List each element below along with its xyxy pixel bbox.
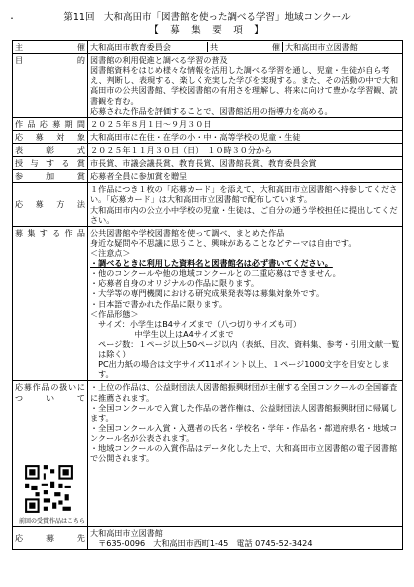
notes-heading: ＜注意点＞	[90, 247, 131, 258]
row-organizer	[13, 41, 403, 54]
period-value: ２０２５年８月１日～９月３０日	[88, 117, 403, 130]
works-intro: 公共図書館や学校図書館を使って調べ、まとめた作品	[90, 227, 285, 238]
guidelines-table	[12, 40, 403, 550]
page-title: 第11回 大和高田市「図書館を使った調べる学習」地域コンクール	[63, 12, 351, 23]
page-subtitle: 【 募 集 要 項 】	[149, 25, 265, 36]
label-handling: 応募作品の扱いについて	[15, 382, 85, 403]
works-intro: 身近な疑問や不思議に思うこと、興味があることなどテーマは自由です。	[90, 237, 357, 248]
row-contact	[13, 527, 403, 550]
contact-name: 大和高田市立図書館	[90, 528, 163, 539]
format-pc: PC出力紙の場合は文字サイズ11ポイント以上、１ページ1000文字を目安とします。	[98, 359, 390, 380]
method-cell	[88, 183, 403, 226]
row-method	[13, 183, 403, 226]
label-method: 応募方法	[13, 183, 88, 226]
label-target: 応募対象	[13, 130, 88, 143]
label-works: 募集する作品	[13, 226, 88, 381]
handling-line: ・全国コンクールで入賞した作品の著作権は、公益財団法人図書館振興財団に帰属します。	[90, 402, 398, 423]
handling-line: ・上位の作品は、公益財団法人図書館振興財団が主催する全国コンクールの全国審査に推薦されます。	[90, 382, 398, 403]
label-handling-cell	[13, 381, 88, 527]
label-ceremony: 表彰式	[13, 143, 88, 156]
organizer-cell	[88, 41, 403, 54]
bullet-mark: ・	[8, 14, 16, 23]
contact-cell	[88, 527, 403, 550]
works-cell	[88, 226, 403, 381]
row-target	[13, 130, 403, 143]
qr-code-icon[interactable]	[23, 463, 75, 515]
purpose-line: 図書館資料をはじめ様々な情報を活用した調べる学習を通し、児童・生徒が自ら考え、判断し、表現する、楽しく充実した学びを実現する。また、その活動の中で大和高田市の公共図書館、学校図書館の有用さを理解し、将来に向けて豊かな学習観、読書観を育む。	[90, 65, 399, 106]
row-works	[13, 226, 403, 381]
row-ceremony	[13, 143, 403, 156]
note-item: ・大学等の専門機関における研究成果発表等は募集対象外です。	[90, 288, 325, 299]
qr-caption: 前回の受賞作品はこちら	[19, 517, 86, 525]
note-item: ・日本語で書かれた作品に限ります。	[90, 298, 227, 309]
target-value: 大和高田市に在住・在学の小・中・高等学校の児童・生徒	[88, 130, 403, 143]
note-item: ・応募者自身のオリジナルの作品に限ります。	[90, 278, 259, 289]
purpose-line: 図書館の利用促進と調べる学習の普及	[90, 55, 228, 66]
label-organizer: 主催	[13, 41, 88, 54]
row-participation	[13, 170, 403, 183]
label-contact: 応募先	[13, 527, 88, 550]
ceremony-value: ２０２５年１１月３０日（日） １０時３０分から	[88, 143, 403, 156]
label-participation: 参加賞	[13, 170, 88, 183]
row-prizes	[13, 157, 403, 170]
method-line: 大和高田市内の公立小中学校の児童・生徒は、ご自分の通う学校担任に提出してください。	[90, 204, 398, 225]
row-handling	[13, 381, 403, 527]
notes-important: ・調べるときに利用した資料名と図書館名は必ず書いてください。	[90, 258, 333, 269]
organizer-value: 大和高田市教育委員会	[90, 42, 208, 52]
label-co-organizer: 共催	[208, 42, 283, 52]
purpose-cell	[88, 54, 403, 118]
participation-value: 応募者全員に参加賞を贈呈	[88, 170, 403, 183]
co-organizer-value: 大和高田市立図書館	[285, 42, 358, 52]
prizes-value: 市長賞、市議会議長賞、教育長賞、図書館長賞、教育委員会賞	[88, 157, 403, 170]
handling-cell	[88, 381, 403, 527]
handling-line: ・地域コンクールの入賞作品はデータ化した上で、大和高田市立図書館の電子図書館で公開されます。	[90, 443, 398, 464]
format-size: サイズ：小学生はB4サイズまで（八つ切りサイズも可）	[98, 318, 302, 329]
row-purpose	[13, 54, 403, 118]
row-period	[13, 117, 403, 130]
contact-address: 〒635-0096 大和高田市西町1-45 電話 0745-52-3424	[98, 538, 313, 549]
label-purpose: 目的	[13, 54, 88, 118]
format-heading: ＜作品形態＞	[90, 308, 139, 319]
format-size-secondary: 中学生以上はA4サイズまで	[134, 328, 234, 339]
purpose-line: 応募された作品を評価することで、図書館活用の指導力を高める。	[90, 105, 333, 116]
note-item: ・他のコンクールや他の地域コンクールとの二重応募はできません。	[90, 268, 341, 279]
handling-line: ・全国コンクール入賞・入選者の氏名・学校名・学年・作品名・都道府県名・地域コンクール名が公表されます。	[90, 422, 398, 443]
label-prizes: 授与する賞	[13, 157, 88, 170]
format-pages: ページ数：１ページ以上50ページ以内（表紙、目次、資料集、参考・引用文献一覧は除く）	[98, 338, 400, 360]
label-period: 作品応募期間	[13, 117, 88, 130]
method-line: １作品につき１枚の「応募カード」を添えて、大和高田市立図書館へ持参してください。「応募カード」は大和高田市立図書館で配布しています。	[90, 184, 398, 205]
